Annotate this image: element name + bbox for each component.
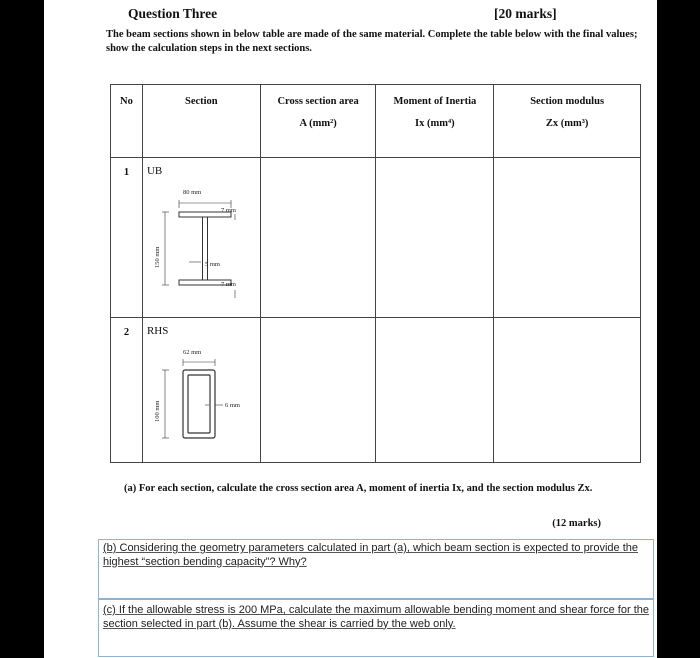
- part-a-marks: (12 marks): [552, 518, 601, 529]
- ub-inertia-cell: [376, 158, 494, 318]
- sections-table: [110, 84, 641, 463]
- ub-flange-bottom-label: 7 mm: [220, 281, 236, 288]
- intro-text: The beam sections shown in below table are made of the same material. Complete the table below with the final values; show the calculation steps in the next sections.: [106, 29, 638, 54]
- rhs-modulus-cell: [494, 318, 641, 463]
- ub-area-cell: [260, 158, 376, 318]
- question-title: Question Three: [128, 6, 218, 21]
- rhs-inertia-cell: [376, 318, 494, 463]
- rhs-wall-label: 6 mm: [224, 402, 240, 409]
- section-label: RHS: [146, 325, 169, 337]
- table-header-row: [111, 85, 641, 158]
- part-c-text: (c) If the allowable stress is 200 MPa, calculate the maximum allowable bending moment and shear force for the section selected in part (b). Assume the shear is carried by the web only.: [103, 604, 649, 630]
- part-a-text: (a) For each section, calculate the cross section area A, moment of inertia Ix, and the section modulus Zx.: [124, 483, 593, 494]
- row-number: 1: [111, 158, 143, 318]
- ub-web-label: 5 mm: [204, 261, 220, 268]
- header-inertia: Moment of Inertia Ix (mm⁴): [376, 85, 494, 158]
- section-cell-rhs: [142, 318, 260, 463]
- document-page: [44, 0, 657, 658]
- ub-modulus-cell: [494, 158, 641, 318]
- header-area: Cross section area A (mm²): [260, 85, 376, 158]
- rhs-area-cell: [260, 318, 376, 463]
- table-row: [111, 318, 641, 463]
- question-marks: [20 marks]: [494, 6, 557, 21]
- ub-flange-label: 7 mm: [220, 207, 236, 214]
- part-c-box: [98, 599, 654, 657]
- part-b-text: (b) Considering the geometry parameters calculated in part (a), which beam section is expected to provide the highest “section bending capacity”? Why?: [103, 542, 638, 568]
- header-section: Section: [142, 85, 260, 158]
- section-cell-ub: [142, 158, 260, 318]
- rhs-width-label: 62 mm: [182, 349, 202, 356]
- ub-height-label: 150 mm: [153, 246, 161, 268]
- header-modulus: Section modulus Zx (mm³): [494, 85, 641, 158]
- rhs-section-drawing: [143, 318, 261, 462]
- header-no: No: [111, 85, 143, 158]
- rhs-height-label: 100 mm: [153, 400, 161, 422]
- table-row: [111, 158, 641, 318]
- ub-width-label: 80 mm: [182, 189, 202, 196]
- row-number: 2: [111, 318, 143, 463]
- section-label: UB: [146, 165, 163, 177]
- ub-section-drawing: [143, 158, 261, 317]
- part-b-box: [98, 539, 654, 599]
